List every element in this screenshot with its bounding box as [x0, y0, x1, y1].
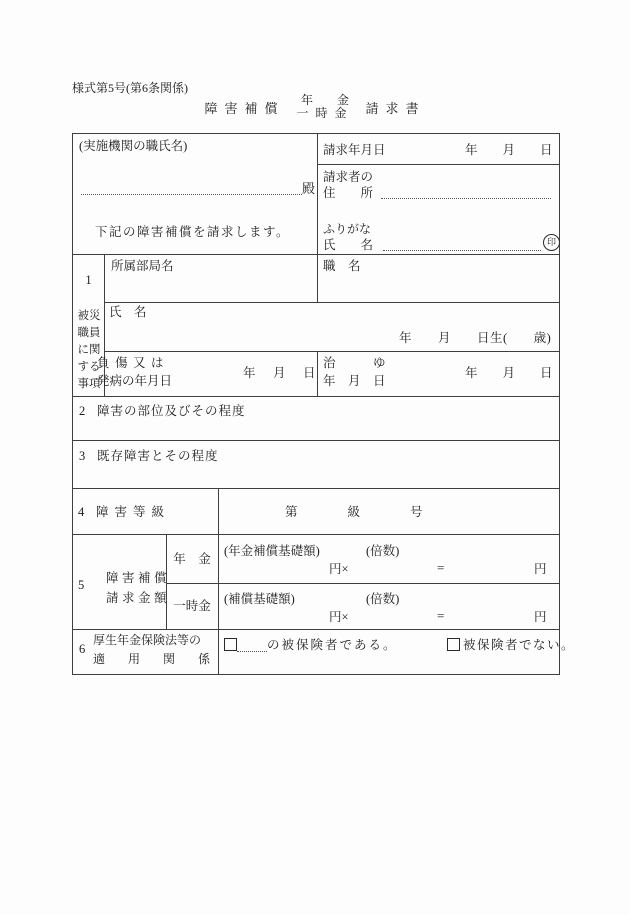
- pension-type-label: 年 金: [173, 552, 211, 566]
- lump-equals: =: [437, 608, 445, 623]
- healing-label-line2: 年 月 日: [323, 374, 386, 388]
- grid-line: [73, 629, 559, 630]
- section1-side-label: 被災職員に関する事項: [77, 310, 101, 390]
- employee-name-label: 氏 名: [109, 305, 147, 319]
- title-pension: 年 金: [300, 93, 349, 107]
- lump-sum-type-label: 一時金: [173, 599, 211, 613]
- insured-option: [224, 638, 398, 652]
- section2-number: 2: [79, 404, 86, 418]
- healing-date-value[interactable]: 年 月 日: [465, 366, 553, 380]
- not-insured-checkbox[interactable]: [447, 638, 460, 651]
- grid-line: [73, 534, 559, 535]
- grid-line: [218, 534, 219, 629]
- grid-line: [104, 351, 559, 352]
- declaration-text: 下記の障害補償を請求します。: [95, 225, 291, 239]
- section4-number: 4: [78, 505, 85, 519]
- healing-label-line1: 治 ゆ: [323, 356, 386, 370]
- section6-label-line2: 適 用 関 係: [93, 652, 216, 666]
- injury-date-value[interactable]: 年 月 日: [243, 366, 319, 380]
- dono-label: 殿: [301, 181, 315, 196]
- grid-line: [73, 396, 559, 397]
- section6-number: 6: [79, 642, 86, 656]
- title-right: 請求書: [365, 100, 426, 116]
- section5-label-line1: 障害補償: [106, 571, 171, 585]
- section5-number: 5: [78, 578, 85, 592]
- section1-number: 1: [85, 273, 92, 287]
- form-number: 様式第5号(第6条関係): [72, 81, 188, 95]
- lump-base-label: (補償基礎額): [224, 592, 295, 606]
- agency-name-row: [81, 180, 315, 195]
- claim-date-value[interactable]: 年 月 日: [465, 143, 553, 157]
- pension-multiplier-label: (倍数): [366, 544, 400, 558]
- claimant-name-label: 氏 名: [323, 238, 374, 252]
- injury-label-line2: 発病の年月日: [97, 374, 173, 388]
- grid-line: [218, 488, 219, 534]
- claimant-prefix: 請求者の: [323, 170, 374, 184]
- agency-label: (実施機関の職氏名): [79, 139, 188, 153]
- grid-line: [73, 488, 559, 489]
- insurance-type-field[interactable]: [237, 639, 267, 652]
- grid-line: [317, 134, 318, 254]
- disability-grade-value[interactable]: 第 級 号: [285, 505, 423, 519]
- form-title: [72, 94, 558, 120]
- grid-line: [218, 629, 219, 674]
- pension-yen-times: 円×: [329, 562, 349, 576]
- grid-line: [166, 583, 559, 584]
- not-insured-option: [447, 638, 575, 652]
- insured-checkbox[interactable]: [224, 638, 237, 651]
- furigana-label: ふりがな: [323, 222, 372, 236]
- seal-mark: 印: [543, 234, 560, 251]
- insured-label: の被保険者である。: [267, 637, 398, 652]
- lump-yen-times: 円×: [329, 610, 349, 624]
- title-lump-sum: 一時金: [296, 106, 354, 120]
- section6-label-line1: 厚生年金保険法等の: [93, 633, 202, 647]
- address-field[interactable]: [381, 186, 551, 199]
- grid-line: [317, 254, 318, 302]
- job-title-label: 職 名: [323, 259, 361, 273]
- grid-line: [73, 440, 559, 441]
- agency-name-field[interactable]: [81, 182, 302, 195]
- pension-base-label: (年金補償基礎額): [224, 544, 320, 558]
- section4-label: 障害等級: [96, 505, 171, 519]
- grid-line: [317, 164, 559, 165]
- section3-number: 3: [79, 449, 86, 463]
- address-label: 住 所: [323, 186, 374, 200]
- lump-multiplier-label: (倍数): [366, 592, 400, 606]
- birth-date-value[interactable]: 年 月 日生( 歳): [399, 331, 552, 345]
- claim-date-label: 請求年月日: [323, 143, 386, 157]
- claimant-name-field[interactable]: [383, 238, 541, 251]
- pension-yen: 円: [534, 562, 547, 576]
- lump-yen: 円: [534, 610, 547, 624]
- grid-line: [104, 302, 559, 303]
- section5-label-line2: 請求金額: [106, 591, 171, 605]
- grid-line: [73, 254, 559, 255]
- title-benefit-type: [296, 94, 353, 120]
- section2-label: 障害の部位及びその程度: [97, 404, 246, 418]
- pension-equals: =: [437, 560, 445, 575]
- department-label: 所属部局名: [111, 259, 174, 273]
- not-insured-label: 被保険者でない。: [463, 637, 576, 652]
- title-left: 障害補償: [204, 100, 285, 116]
- injury-label-line1: 負傷又は: [97, 356, 170, 370]
- section3-label: 既存障害とその程度: [97, 449, 219, 463]
- form-table: [72, 133, 576, 675]
